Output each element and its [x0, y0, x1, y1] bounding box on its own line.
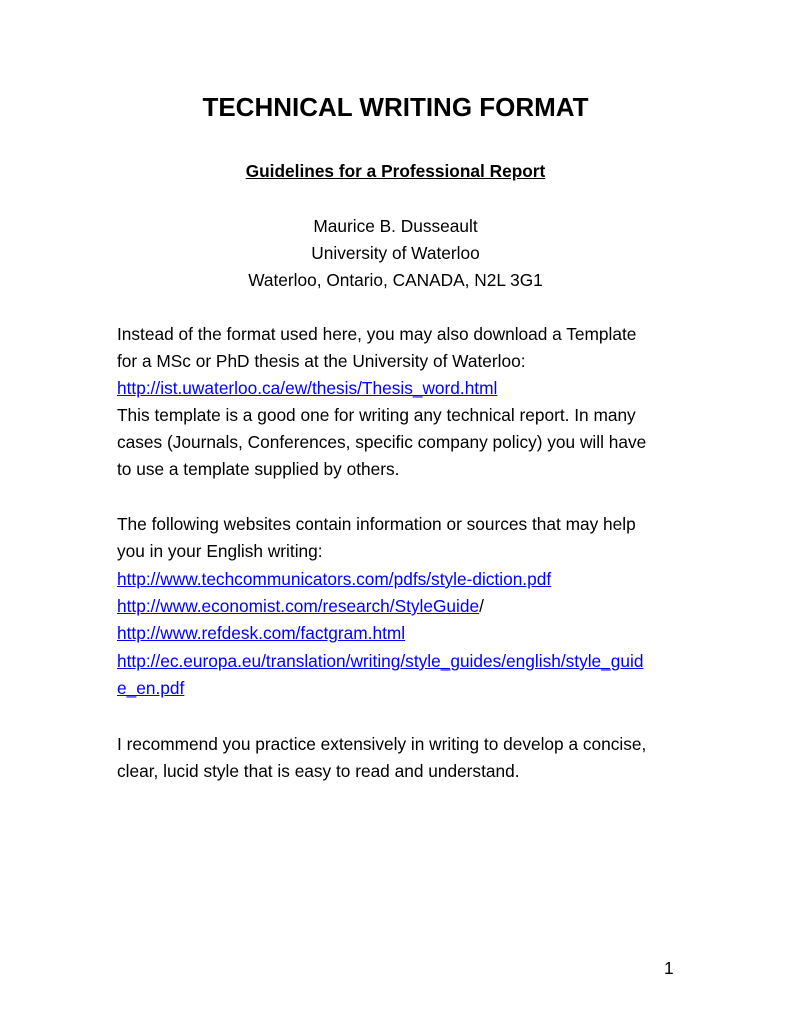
- document-title: TECHNICAL WRITING FORMAT: [202, 92, 589, 122]
- techcommunicators-link[interactable]: http://www.techcommunicators.com/pdfs/style-diction.pdf: [117, 569, 552, 589]
- author-affiliation: University of Waterloo: [311, 243, 480, 263]
- para3-line: clear, lucid style that is easy to read and understand.: [117, 761, 520, 781]
- europa-link[interactable]: http://ec.europa.eu/translation/writing/style_guides/english/style_guid: [117, 651, 644, 671]
- para1-line: Instead of the format used here, you may also download a Template: [117, 324, 637, 344]
- author-name: Maurice B. Dusseault: [313, 216, 478, 236]
- thesis-template-link[interactable]: http://ist.uwaterloo.ca/ew/thesis/Thesis_word.html: [117, 378, 498, 398]
- para3-line: I recommend you practice extensively in writing to develop a concise,: [117, 734, 647, 754]
- para1-line: This template is a good one for writing any technical report. In many: [117, 405, 636, 425]
- document-subtitle: Guidelines for a Professional Report: [245, 161, 546, 181]
- economist-link[interactable]: http://www.economist.com/research/StyleGuide: [117, 596, 480, 616]
- para1-line: for a MSc or PhD thesis at the University of Waterloo:: [117, 351, 526, 371]
- para2-line: you in your English writing:: [117, 541, 323, 561]
- trailing-slash: /: [479, 596, 484, 616]
- author-address: Waterloo, Ontario, CANADA, N2L 3G1: [248, 270, 543, 290]
- refdesk-link[interactable]: http://www.refdesk.com/factgram.html: [117, 623, 406, 643]
- europa-link-continued[interactable]: e_en.pdf: [117, 678, 185, 698]
- para1-line: cases (Journals, Conferences, specific company policy) you will have: [117, 432, 647, 452]
- page-number: 1: [664, 958, 674, 978]
- para2-line: The following websites contain information or sources that may help: [117, 514, 636, 534]
- para1-line: to use a template supplied by others.: [117, 459, 400, 479]
